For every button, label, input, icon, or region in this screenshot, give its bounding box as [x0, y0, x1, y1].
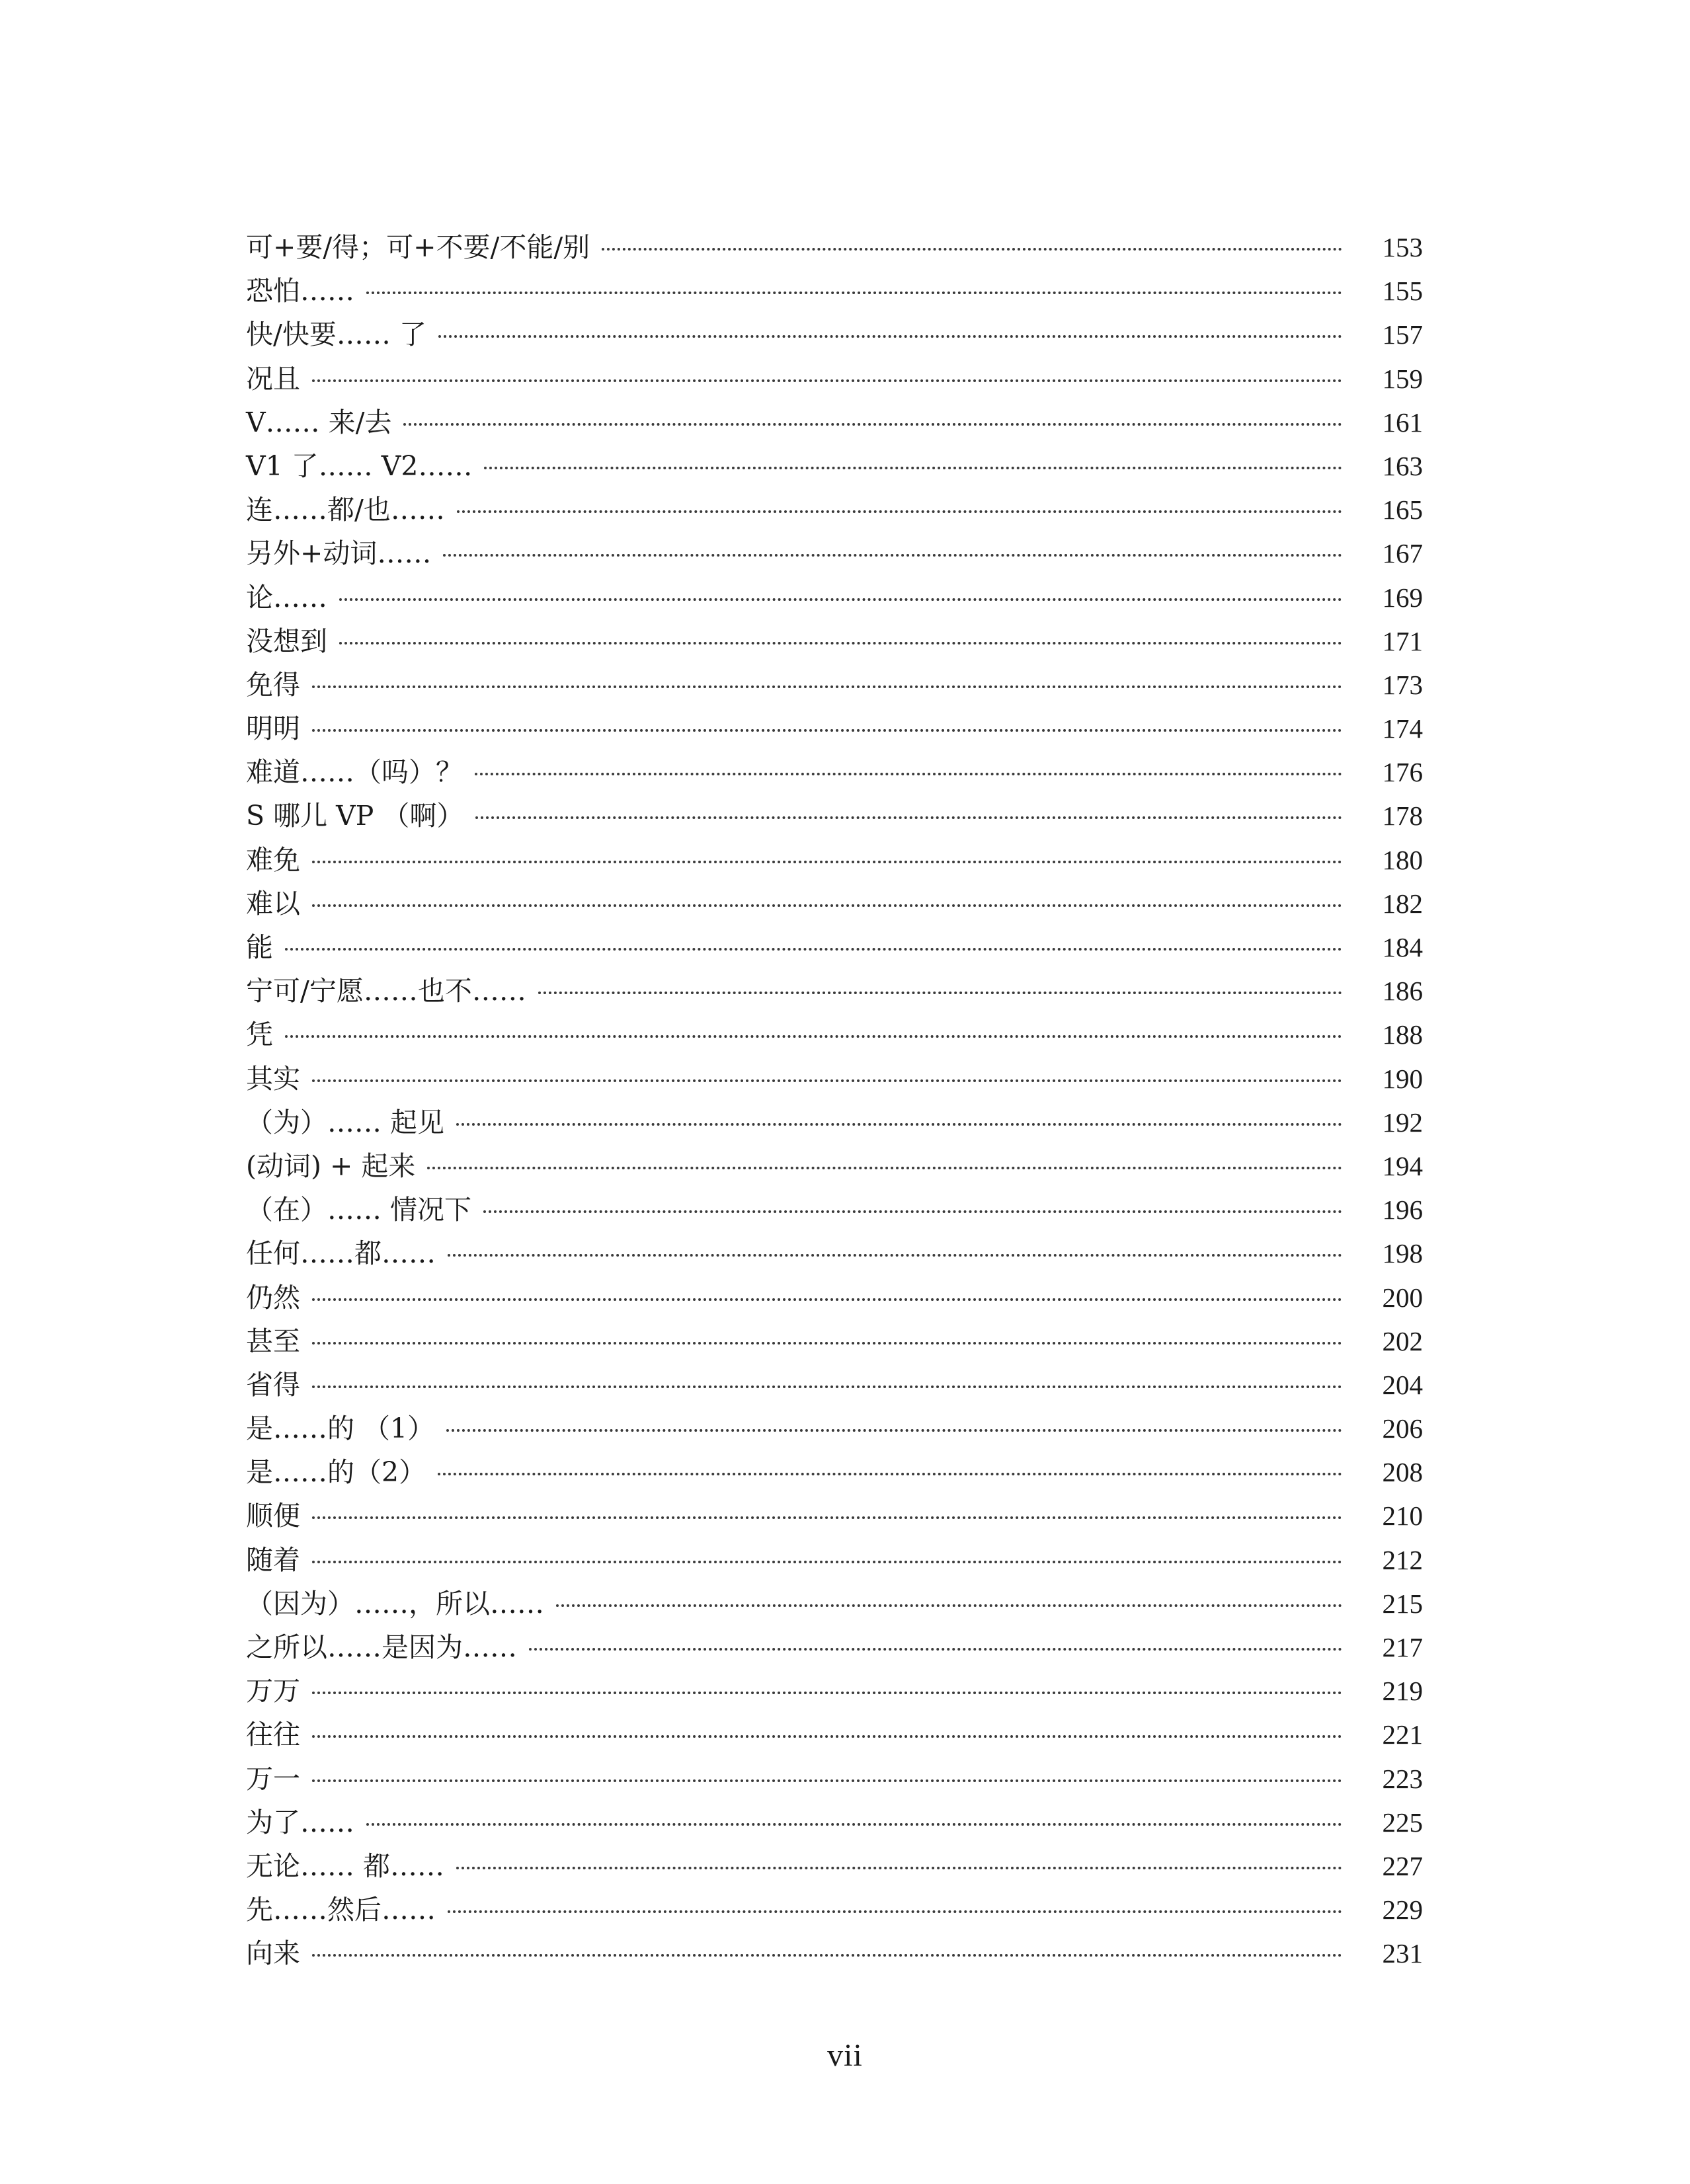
dot-leader — [312, 1385, 1342, 1388]
toc-entry — [246, 794, 1423, 838]
toc-entry-page: 186 — [1382, 976, 1423, 1007]
dot-leader — [312, 379, 1342, 382]
toc-entry-page: 173 — [1382, 669, 1423, 700]
toc-entry — [246, 1625, 1423, 1669]
toc-entry — [246, 969, 1423, 1013]
toc-entry — [246, 925, 1423, 969]
toc-entry-title: 恐怕…… — [246, 275, 354, 307]
toc-entry — [246, 1888, 1423, 1931]
toc-entry — [246, 357, 1423, 401]
toc-entry-page: 192 — [1382, 1107, 1423, 1138]
dot-leader — [538, 992, 1342, 994]
toc-entry-page: 194 — [1382, 1150, 1423, 1181]
toc-entry — [246, 269, 1423, 313]
toc-entry-title: 任何……都…… — [246, 1237, 436, 1270]
toc-entry — [246, 1013, 1423, 1056]
dot-leader — [438, 1473, 1342, 1475]
toc-entry-title: 甚至 — [246, 1325, 300, 1357]
toc-entry-title: 往往 — [246, 1719, 300, 1751]
dot-leader — [448, 1910, 1342, 1913]
toc-entry-page: 167 — [1382, 538, 1423, 569]
dot-leader — [312, 1079, 1342, 1082]
toc-entry-page: 198 — [1382, 1238, 1423, 1269]
toc-entry — [246, 1057, 1423, 1101]
toc-entry-page: 178 — [1382, 800, 1423, 832]
dot-leader — [529, 1648, 1342, 1651]
table-of-contents — [246, 225, 1423, 1976]
toc-entry — [246, 1844, 1423, 1888]
toc-entry-page: 163 — [1382, 450, 1423, 481]
toc-entry-title: 另外+动词…… — [246, 537, 432, 570]
toc-entry-page: 155 — [1382, 276, 1423, 307]
toc-entry-page: 223 — [1382, 1763, 1423, 1794]
dot-leader — [443, 554, 1342, 557]
toc-entry — [246, 663, 1423, 707]
toc-entry — [246, 488, 1423, 531]
toc-entry — [246, 1801, 1423, 1844]
toc-entry-page: 221 — [1382, 1719, 1423, 1750]
toc-entry-title: 况且 — [246, 362, 300, 395]
toc-entry — [246, 1276, 1423, 1319]
toc-entry-page: 210 — [1382, 1501, 1423, 1532]
toc-entry — [246, 707, 1423, 750]
toc-entry-page: 208 — [1382, 1457, 1423, 1488]
toc-entry — [246, 619, 1423, 663]
toc-entry-page: 231 — [1382, 1938, 1423, 1969]
dot-leader — [366, 292, 1342, 294]
toc-entry — [246, 882, 1423, 925]
toc-entry — [246, 1669, 1423, 1713]
dot-leader — [312, 1954, 1342, 1957]
toc-entry-page: 200 — [1382, 1282, 1423, 1313]
toc-entry-page: 182 — [1382, 888, 1423, 919]
toc-entry-title: 免得 — [246, 668, 300, 701]
toc-entry-page: 196 — [1382, 1194, 1423, 1226]
toc-entry-title: 明明 — [246, 713, 300, 745]
dot-leader — [456, 1867, 1342, 1869]
toc-entry-title: 向来 — [246, 1937, 300, 1970]
toc-entry-title: V…… 来/去 — [246, 406, 392, 438]
toc-entry — [246, 1538, 1423, 1582]
toc-entry-title: 连……都/也…… — [246, 494, 445, 526]
toc-entry-page: 184 — [1382, 932, 1423, 962]
dot-leader — [366, 1823, 1342, 1826]
toc-entry — [246, 750, 1423, 794]
dot-leader — [339, 598, 1342, 601]
toc-entry — [246, 313, 1423, 356]
toc-entry-title: 无论…… 都…… — [246, 1850, 445, 1882]
toc-entry-title: 随着 — [246, 1543, 300, 1576]
toc-entry-page: 169 — [1382, 582, 1423, 613]
toc-entry-page: 174 — [1382, 713, 1423, 744]
toc-entry — [246, 531, 1423, 575]
toc-entry-page: 188 — [1382, 1019, 1423, 1050]
toc-entry-page: 229 — [1382, 1894, 1423, 1926]
dot-leader — [556, 1604, 1342, 1607]
dot-leader — [484, 467, 1342, 469]
toc-entry — [246, 1319, 1423, 1363]
toc-entry — [246, 1931, 1423, 1975]
toc-entry — [246, 1188, 1423, 1231]
dot-leader — [285, 948, 1342, 951]
toc-entry-title: 万万 — [246, 1675, 300, 1707]
toc-entry-title: S 哪儿 VP （啊） — [246, 800, 464, 832]
toc-entry-title: V1 了…… V2…… — [246, 449, 473, 482]
toc-entry — [246, 1494, 1423, 1538]
toc-entry-title: 没想到 — [246, 625, 327, 657]
dot-leader — [312, 1735, 1342, 1738]
toc-entry — [246, 401, 1423, 444]
toc-entry-page: 159 — [1382, 363, 1423, 394]
toc-entry-title: 万一 — [246, 1762, 300, 1795]
dot-leader — [312, 1298, 1342, 1301]
toc-entry-title: 难以 — [246, 887, 300, 919]
dot-leader — [446, 1429, 1342, 1432]
toc-entry — [246, 1450, 1423, 1494]
toc-entry — [246, 444, 1423, 488]
toc-entry-page: 219 — [1382, 1676, 1423, 1707]
toc-entry-page: 202 — [1382, 1325, 1423, 1356]
toc-entry-page: 212 — [1382, 1544, 1423, 1575]
toc-entry — [246, 1363, 1423, 1407]
toc-entry-page: 180 — [1382, 844, 1423, 875]
dot-leader — [457, 510, 1342, 513]
toc-entry — [246, 1582, 1423, 1625]
toc-entry-title: 仍然 — [246, 1281, 300, 1313]
toc-entry-page: 227 — [1382, 1850, 1423, 1881]
toc-entry-page: 204 — [1382, 1369, 1423, 1400]
dot-leader — [312, 1516, 1342, 1519]
toc-entry-title: 顺便 — [246, 1500, 300, 1532]
toc-entry-page: 153 — [1382, 232, 1423, 262]
dot-leader — [483, 1210, 1342, 1213]
page-number: vii — [827, 2038, 863, 2073]
toc-entry — [246, 576, 1423, 619]
toc-entry-page: 190 — [1382, 1063, 1423, 1094]
toc-entry-title: 省得 — [246, 1368, 300, 1401]
toc-entry-page: 157 — [1382, 319, 1423, 350]
toc-entry — [246, 1231, 1423, 1275]
dot-leader — [403, 423, 1342, 426]
dot-leader — [312, 861, 1342, 863]
dot-leader — [312, 685, 1342, 688]
toc-entry-title: 是……的（2） — [246, 1456, 426, 1489]
toc-entry — [246, 1144, 1423, 1188]
toc-entry-title: 能 — [246, 931, 273, 963]
toc-entry-title: 快/快要…… 了 — [246, 319, 426, 351]
dot-leader — [312, 729, 1342, 732]
toc-entry — [246, 1713, 1423, 1756]
toc-entry-title: 为了…… — [246, 1806, 354, 1838]
toc-entry — [246, 1757, 1423, 1801]
toc-entry-title: (动词) + 起来 — [246, 1150, 416, 1182]
toc-entry-title: 其实 — [246, 1062, 300, 1095]
toc-entry-page: 171 — [1382, 625, 1423, 656]
toc-entry-title: 难免 — [246, 843, 300, 876]
toc-entry-title: 先……然后…… — [246, 1894, 436, 1926]
dot-leader — [312, 1692, 1342, 1694]
dot-leader — [339, 642, 1342, 644]
toc-entry — [246, 1407, 1423, 1450]
toc-entry-title: 论…… — [246, 581, 327, 613]
dot-leader — [312, 1342, 1342, 1345]
dot-leader — [475, 816, 1342, 819]
dot-leader — [438, 335, 1342, 338]
toc-entry — [246, 1101, 1423, 1144]
toc-entry-page: 215 — [1382, 1588, 1423, 1619]
dot-leader — [285, 1035, 1342, 1038]
dot-leader — [448, 1254, 1342, 1257]
dot-leader — [427, 1167, 1342, 1169]
toc-entry-title: 可+要/得；可+不要/不能/别 — [246, 231, 590, 263]
toc-entry-page: 217 — [1382, 1632, 1423, 1662]
dot-leader — [312, 1779, 1342, 1782]
toc-entry-title: （因为）……，所以…… — [246, 1587, 544, 1619]
toc-entry-page: 165 — [1382, 494, 1423, 526]
toc-entry-page: 225 — [1382, 1807, 1423, 1838]
toc-entry-page: 176 — [1382, 757, 1423, 788]
dot-leader — [602, 248, 1342, 251]
toc-entry-page: 206 — [1382, 1413, 1423, 1444]
toc-entry-title: 宁可/宁愿……也不…… — [246, 975, 526, 1007]
toc-entry-title: 是……的 （1） — [246, 1413, 435, 1445]
toc-entry-title: 之所以……是因为…… — [246, 1631, 517, 1663]
toc-entry-title: （在）…… 情况下 — [246, 1194, 472, 1226]
toc-entry-title: 凭 — [246, 1019, 273, 1051]
dot-leader — [312, 1561, 1342, 1563]
toc-entry-page: 161 — [1382, 407, 1423, 438]
toc-entry — [246, 225, 1423, 269]
dot-leader — [456, 1123, 1342, 1126]
toc-entry-title: 难道……（吗）？ — [246, 756, 463, 789]
toc-entry-title: （为）…… 起见 — [246, 1106, 445, 1138]
dot-leader — [312, 904, 1342, 907]
dot-leader — [475, 773, 1342, 775]
toc-entry — [246, 838, 1423, 882]
